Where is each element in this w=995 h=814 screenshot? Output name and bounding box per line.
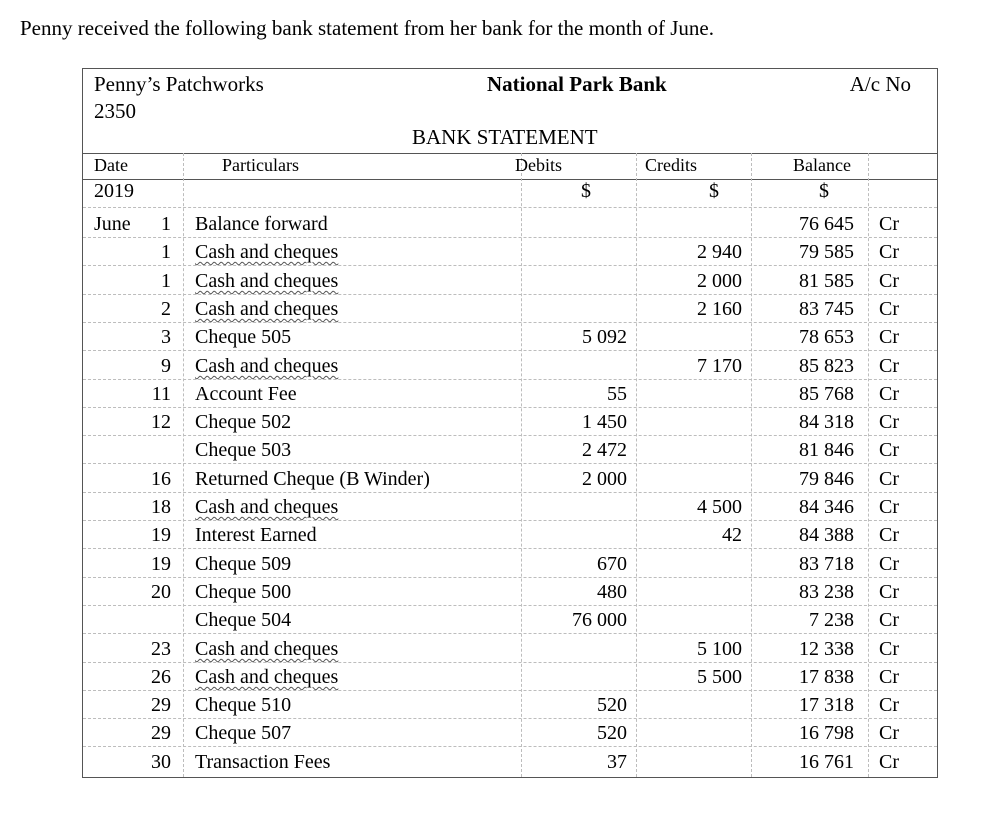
row-day: 19: [151, 553, 171, 575]
row-separator: [83, 662, 937, 663]
row-balance: 79 585: [799, 241, 854, 263]
row-balance: 81 585: [799, 270, 854, 292]
row-separator: [83, 294, 937, 295]
row-credit: 2 940: [697, 241, 742, 263]
row-cr: Cr: [879, 383, 899, 405]
col-credits: Credits: [645, 155, 697, 175]
row-separator: [83, 322, 937, 323]
row-cr: Cr: [879, 298, 899, 320]
row-separator: [83, 746, 937, 747]
row-cr: Cr: [879, 524, 899, 546]
row-balance: 78 653: [799, 326, 854, 348]
row-day: 26: [151, 666, 171, 688]
row-cr: Cr: [879, 581, 899, 603]
row-day: 20: [151, 581, 171, 603]
row-debit: 55: [607, 383, 627, 405]
row-separator: [83, 492, 937, 493]
row-cr: Cr: [879, 270, 899, 292]
row-balance: 83 718: [799, 553, 854, 575]
row-credit: 5 100: [697, 638, 742, 660]
row-day: 3: [161, 326, 171, 348]
row-cr: Cr: [879, 468, 899, 490]
row-credit: 42: [722, 524, 742, 546]
row-cr: Cr: [879, 722, 899, 744]
row-debit: 2 000: [582, 468, 627, 490]
credits-unit: $: [709, 180, 719, 202]
row-cr: Cr: [879, 411, 899, 433]
row-balance: 17 838: [799, 666, 854, 688]
row-separator: [83, 237, 937, 238]
row-cr: Cr: [879, 609, 899, 631]
row-day: 11: [151, 383, 171, 405]
month-label: June: [94, 213, 131, 235]
row-particulars: Cheque 503: [195, 439, 292, 461]
row-day: 29: [151, 694, 171, 716]
row-particulars: Returned Cheque (B Winder): [195, 468, 430, 490]
row-cr: Cr: [879, 355, 899, 377]
row-particulars: Interest Earned: [195, 524, 317, 546]
row-credit: 2 160: [697, 298, 742, 320]
row-balance: 79 846: [799, 468, 854, 490]
row-balance: 16 798: [799, 722, 854, 744]
row-credit: 4 500: [697, 496, 742, 518]
row-day: 9: [161, 355, 171, 377]
row-particulars: Cash and cheques: [195, 496, 339, 518]
row-day: 1: [161, 270, 171, 292]
balance-unit: $: [819, 180, 829, 202]
row-day: 19: [151, 524, 171, 546]
row-cr: Cr: [879, 553, 899, 575]
row-debit: 5 092: [582, 326, 627, 348]
intro-text: Penny received the following bank statement from her bank for the month of June.: [20, 16, 714, 40]
row-debit: 1 450: [582, 411, 627, 433]
row-balance: 85 768: [799, 383, 854, 405]
row-cr: Cr: [879, 241, 899, 263]
row-balance: 17 318: [799, 694, 854, 716]
row-separator: [83, 577, 937, 578]
bank-statement: [82, 68, 938, 778]
statement-title: BANK STATEMENT: [412, 125, 598, 149]
row-day: 18: [151, 496, 171, 518]
row-debit: 520: [597, 722, 627, 744]
row-particulars: Account Fee: [195, 383, 297, 405]
row-separator: [83, 265, 937, 266]
row-particulars: Transaction Fees: [195, 751, 331, 773]
row-cr: Cr: [879, 751, 899, 773]
row-cr: Cr: [879, 213, 899, 235]
row-day: 12: [151, 411, 171, 433]
row-balance: 84 346: [799, 496, 854, 518]
ac-no-label: A/c No: [849, 72, 911, 96]
account-name: Penny’s Patchworks: [94, 72, 264, 96]
row-particulars: Cash and cheques: [195, 638, 339, 660]
row-cr: Cr: [879, 694, 899, 716]
row-particulars: Cheque 502: [195, 411, 292, 433]
row-credit: 5 500: [697, 666, 742, 688]
row-debit: 76 000: [572, 609, 627, 631]
col-date: Date: [94, 155, 128, 175]
row-debit: 670: [597, 553, 627, 575]
row-balance: 83 238: [799, 581, 854, 603]
row-separator: [83, 548, 937, 549]
col-balance: Balance: [793, 155, 851, 175]
row-cr: Cr: [879, 666, 899, 688]
row-debit: 480: [597, 581, 627, 603]
row-particulars: Cheque 510: [195, 694, 292, 716]
row-balance: 12 338: [799, 638, 854, 660]
row-separator: [83, 350, 937, 351]
row-cr: Cr: [879, 496, 899, 518]
row-balance: 85 823: [799, 355, 854, 377]
row-day: 30: [151, 751, 171, 773]
col-debits: Debits: [515, 155, 562, 175]
col-particulars: Particulars: [222, 155, 299, 175]
row-separator: [83, 463, 937, 464]
row-particulars: Cheque 509: [195, 553, 292, 575]
row-day: 16: [151, 468, 171, 490]
row-particulars: Cash and cheques: [195, 241, 339, 263]
row-particulars: Balance forward: [195, 213, 328, 235]
row-balance: 83 745: [799, 298, 854, 320]
bank-name: National Park Bank: [487, 72, 667, 96]
row-particulars: Cash and cheques: [195, 355, 339, 377]
row-separator: [83, 520, 937, 521]
row-day: 1: [161, 213, 171, 235]
year: 2019: [94, 180, 134, 202]
row-day: 29: [151, 722, 171, 744]
row-separator: [83, 690, 937, 691]
row-debit: 37: [607, 751, 627, 773]
statement-header: [83, 69, 937, 153]
row-separator: [83, 718, 937, 719]
row-balance: 76 645: [799, 213, 854, 235]
row-debit: 2 472: [582, 439, 627, 461]
row-particulars: Cash and cheques: [195, 298, 339, 320]
row-balance: 84 388: [799, 524, 854, 546]
row-balance: 16 761: [799, 751, 854, 773]
row-separator: [83, 379, 937, 380]
row-balance: 7 238: [809, 609, 854, 631]
row-debit: 520: [597, 694, 627, 716]
row-separator: [83, 605, 937, 606]
row-day: 23: [151, 638, 171, 660]
row-separator: [83, 633, 937, 634]
row-cr: Cr: [879, 439, 899, 461]
row-particulars: Cheque 504: [195, 609, 292, 631]
row-balance: 84 318: [799, 411, 854, 433]
row-balance: 81 846: [799, 439, 854, 461]
row-separator: [83, 435, 937, 436]
row-day: 2: [161, 298, 171, 320]
row-particulars: Cheque 500: [195, 581, 292, 603]
row-separator: [83, 407, 937, 408]
row-credit: 2 000: [697, 270, 742, 292]
row-particulars: Cheque 505: [195, 326, 292, 348]
row-credit: 7 170: [697, 355, 742, 377]
row-particulars: Cash and cheques: [195, 666, 339, 688]
account-number: 2350: [94, 99, 136, 123]
row-particulars: Cheque 507: [195, 722, 292, 744]
debits-unit: $: [581, 180, 591, 202]
row-cr: Cr: [879, 326, 899, 348]
row-cr: Cr: [879, 638, 899, 660]
row-day: 1: [161, 241, 171, 263]
row-particulars: Cash and cheques: [195, 270, 339, 292]
